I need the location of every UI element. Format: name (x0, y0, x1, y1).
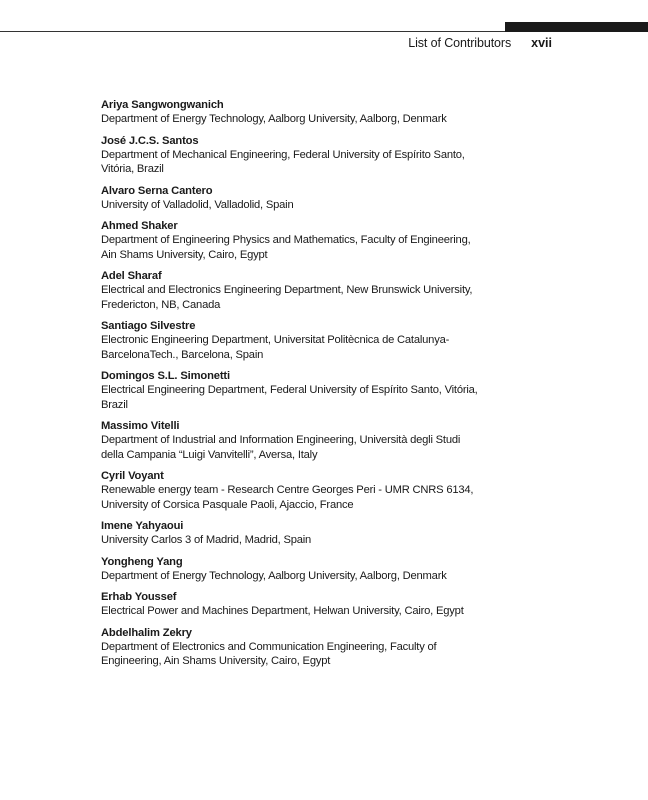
page-number: xvii (531, 36, 552, 50)
contributor-name: José J.C.S. Santos (101, 134, 199, 147)
contributor-name: Abdelhalim Zekry (101, 626, 192, 639)
contributor-entry (101, 369, 521, 412)
contributor-name: Cyril Voyant (101, 470, 164, 482)
contributor-affiliation: Department of Engineering Physics and Mathematics, Faculty of Engineering, Ain Shams University, Cairo, Egypt (101, 234, 471, 261)
contributor-entry (101, 219, 521, 262)
contributor-affiliation: Department of Industrial and Information Engineering, Università degli Studi della Campania “Luigi Vanvitelli”, Aversa, Italy (101, 434, 461, 461)
contributor-affiliation: Department of Electronics and Communication Engineering, Faculty of Engineering, Ain Shams University, Cairo, Egypt (101, 640, 437, 667)
running-title: List of Contributors (408, 36, 512, 50)
contributor-affiliation: Department of Energy Technology, Aalborg University, Aalborg, Denmark (101, 569, 447, 582)
contributor-name: Ahmed Shaker (101, 220, 178, 232)
contributor-name: Ariya Sangwongwanich (101, 99, 224, 111)
running-head (408, 36, 552, 50)
contributor-entry (101, 319, 521, 362)
contributor-name: Erhab Youssef (101, 591, 177, 603)
contributor-affiliation: Electrical Power and Machines Department, Helwan University, Cairo, Egypt (101, 605, 464, 617)
contributor-list (101, 98, 521, 676)
header-bar (505, 22, 648, 32)
contributor-affiliation: Renewable energy team - Research Centre Georges Peri - UMR CNRS 6134, University of Corsica Pasquale Paoli, Ajaccio, France (101, 484, 474, 511)
contributor-name: Imene Yahyaoui (101, 520, 184, 532)
contributor-entry (101, 134, 521, 177)
contributor-entry (101, 519, 521, 548)
contributor-affiliation: University Carlos 3 of Madrid, Madrid, Spain (101, 534, 312, 546)
contributor-entry (101, 626, 521, 669)
contributor-affiliation: Electrical and Electronics Engineering Department, New Brunswick University, Fredericton, NB, Canada (101, 284, 473, 311)
contributor-name: Domingos S.L. Simonetti (101, 370, 230, 382)
contributor-name: Alvaro Serna Cantero (101, 184, 213, 197)
contributor-affiliation: University of Valladolid, Valladolid, Spain (101, 198, 294, 211)
contributor-entry (101, 269, 521, 312)
contributor-name: Adel Sharaf (101, 270, 162, 282)
contributor-affiliation: Department of Energy Technology, Aalborg University, Aalborg, Denmark (101, 113, 447, 125)
contributor-affiliation: Department of Mechanical Engineering, Federal University of Espírito Santo, Vitória, Brazil (101, 148, 465, 175)
contributor-entry (101, 419, 521, 462)
contributor-entry (101, 590, 521, 619)
contributor-entry (101, 555, 521, 584)
contributor-affiliation: Electrical Engineering Department, Federal University of Espírito Santo, Vitória, Brazil (101, 384, 478, 411)
contributor-entry (101, 98, 521, 127)
contributor-entry (101, 184, 521, 213)
contributor-affiliation: Electronic Engineering Department, Universitat Politècnica de Catalunya- BarcelonaTech., Barcelona, Spain (101, 334, 450, 361)
contributor-name: Santiago Silvestre (101, 320, 196, 332)
contributor-name: Yongheng Yang (101, 555, 183, 568)
contributor-entry (101, 469, 521, 512)
contributor-name: Massimo Vitelli (101, 420, 180, 432)
